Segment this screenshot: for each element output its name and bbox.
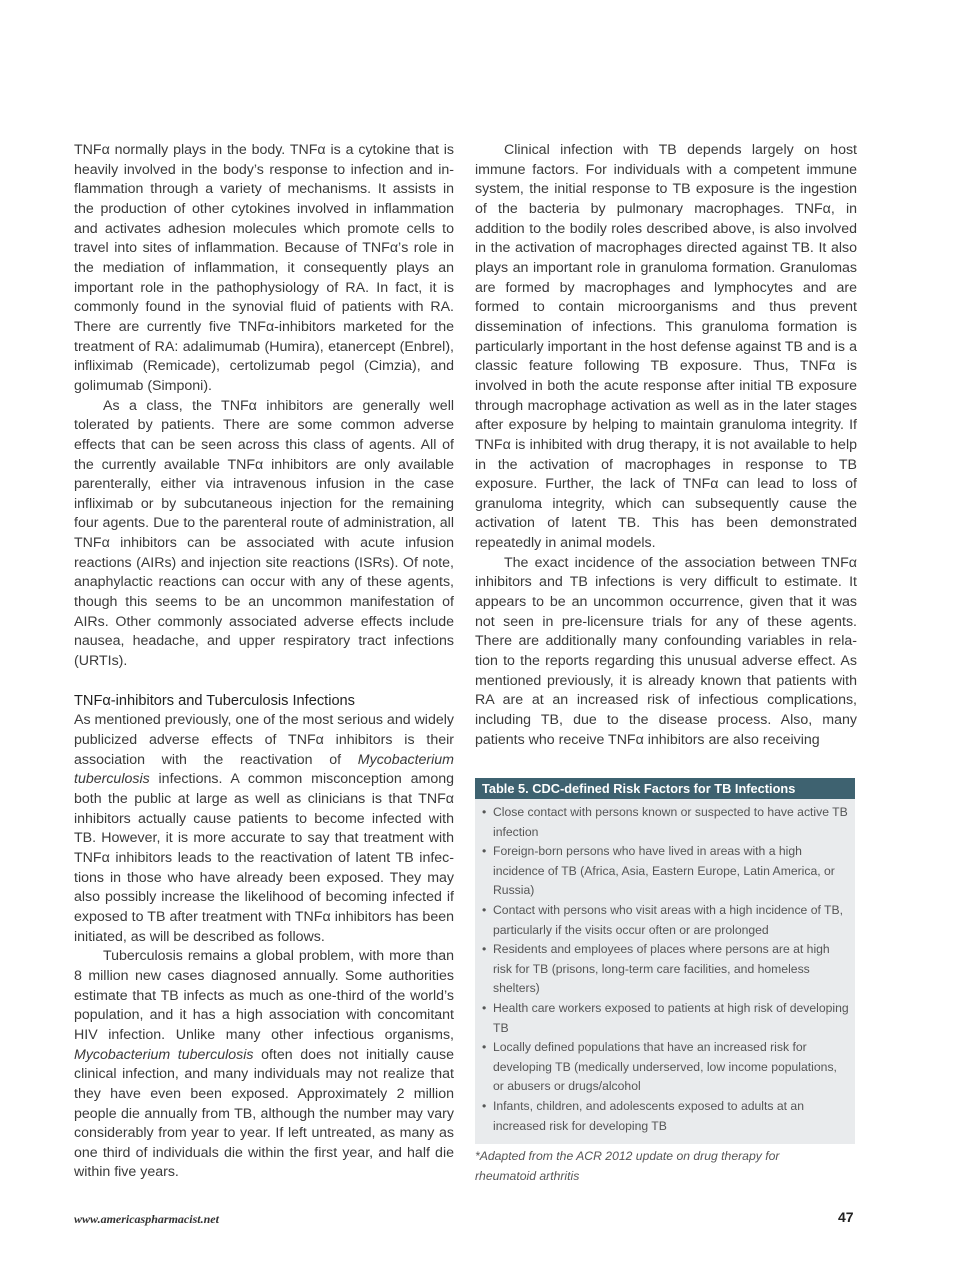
body-paragraph	[74, 711, 454, 947]
text-span: often does not initially cause clinical infection, and many individuals may not realize that they have even been exposed. Approximately 2 million people die annually from TB, although the number may vary considerably from year to year. If left untreated, as many as one third of individuals die within the first year, and half die within five years.	[74, 1046, 454, 1181]
list-item-text: Foreign-born persons who have lived in areas with a high incidence of TB (Africa, Asia, Eastern Europe, Latin America, or Russia)	[493, 844, 835, 898]
bullet-icon: •	[482, 902, 487, 917]
text-span: As mentioned previously, one of the most serious and widely publicized adverse effects of TNFα inhibitors is their association with the reactivation of	[74, 712, 454, 768]
list-item	[482, 999, 849, 1038]
list-item	[482, 842, 849, 901]
italic-term: Mycobacterium tuberculosis	[74, 1046, 254, 1063]
table-title: Table 5. CDC-defined Risk Factors for TB Infections	[475, 778, 855, 799]
bullet-icon: •	[482, 942, 487, 957]
bullet-icon: •	[482, 1040, 487, 1055]
page-number: 47	[838, 1209, 854, 1225]
body-paragraph: Clinical infection with TB depends largely on host immune factors. For individuals with a competent immune system, the initial response to TB exposure is the ingestion of the bacteria by pulmonary macrophages. TNFα, in addition to the bodily roles described above, is also involved in the activation of macrophages directed against TB. It also plays an important role in granuloma formation. Granulomas are formed by macrophages and lymphocytes and are formed to contain microorganisms and thus prevent dissemination of infections. This granuloma formation is particularly important in the host defense against TB and is a classic feature following TB exposure. Thus, TNFα is involved in both the acute response after initial TB exposure through macrophage activation as well as in the later stages after exposure by helping to maintain granuloma integrity. If TNFα is inhibited with drug therapy, it is not available to help in the activation of macrophages in response to TB exposure. Further, the lack of TNFα can lead to loss of granuloma integrity, which can subsequently cause the activation of latent TB. This has been demonstrated repeatedly in animal models.	[475, 142, 857, 552]
list-item	[482, 803, 849, 842]
risk-factor-list	[475, 799, 855, 1136]
list-item-text: Residents and employees of places where persons are at high risk for TB (prisons, long-term care facilities, and homeless shelters)	[493, 942, 830, 996]
risk-factors-table	[475, 778, 855, 1144]
list-item	[482, 940, 849, 999]
table-footnote: *Adapted from the ACR 2012 update on drug therapy for rheumatoid arthritis	[475, 1149, 780, 1183]
list-item	[482, 1097, 849, 1136]
italic-term: Mycobacterium tuberculosis	[74, 751, 454, 788]
list-item	[482, 901, 849, 940]
list-item-text: Close contact with persons known or suspected to have active TB infection	[493, 805, 848, 839]
right-column	[475, 141, 857, 750]
bullet-icon: •	[482, 844, 487, 859]
body-paragraph: TNFα normally plays in the body. TNFα is a cytokine that is heavily involved in the body’s response to infection and inflammation through a variety of mechanisms. It assists in the production of other cytokines involved in inflammation and activates adhesion molecules which promote cells to travel into sites of inflammation. Because of TNFα’s role in the mediation of inflammation, it consequently plays an important role in the pathophysiology of RA. In fact, it is commonly found in the synovial fluid of patients with RA. There are currently five TNFα-inhibitors marketed for the treatment of RA: adalimumab (Humira), etanercept (Enbrel), infliximab (Remicade), certolizumab pegol (Cimzia), and golimumab (Simponi).	[74, 142, 454, 394]
list-item-text: Health care workers exposed to patients at high risk of developing TB	[493, 1000, 849, 1035]
bullet-icon: •	[482, 1000, 487, 1015]
bullet-icon: •	[482, 805, 487, 819]
left-column	[74, 141, 454, 1183]
list-item-text: Contact with persons who visit areas with a high incidence of TB, particularly if the visits occur often or are prolonged	[493, 902, 844, 937]
body-paragraph: As a class, the TNFα inhibitors are generally well tolerated by patients. There are some common adverse effects that can be seen across this class of agents. All of the currently available TNFα inhibitors are only available parenterally, either via intravenous infusion in the case infliximab or by subcutaneous injection for the remaining four agents. Due to the parenteral route of administration, all TNFα inhibitors can be associated with acute infusion reactions (AIRs) and injection site reactions (ISRs). Of note, anaphylactic reactions can occur with any of these agents, though this seems to be an uncommon manifestation of AIRs. Other commonly associated adverse effects include nausea, headache, and upper respiratory tract infections (URTIs).	[74, 397, 454, 670]
paragraph-gap	[74, 672, 454, 692]
list-item-text: Locally defined populations that have an increased risk for developing TB (medically underserved, low income populations, or abusers or drugs/alcohol	[493, 1040, 837, 1094]
footer-url: www.americaspharmacist.net	[74, 1212, 219, 1226]
body-paragraph: The exact incidence of the association between TNFα inhibitors and TB infections is very difficult to estimate. It appears to be an uncommon occurrence, given that it was not seen in pre-licensure trials for any of these agents. There are additionally many confounding variables in relation to the reports regarding this unusual adverse effect. As mentioned previously, it is already known that patients with RA are at an increased risk of infectious complications, including TB, due to the disease process. Also, many patients who receive TNFα inhibitors are also receiving	[475, 554, 857, 748]
bullet-icon: •	[482, 1098, 487, 1113]
body-paragraph	[74, 947, 454, 1183]
text-span: Tuberculosis remains a global problem, with more than 8 million new cases diagnosed annually. Some authorities estimate that TB infects as much as one-third of the world’s population, and it has a high association with concomitant HIV infection. Unlike many other infectious organisms,	[74, 948, 454, 1043]
list-item	[482, 1038, 849, 1097]
text-span: infections. A common misconception among both the public at large as well as clinicians is that TNFα inhibitors actually cause patients to become infected with TB. However, it is more accurate to say that treatment with TNFα inhibitors leads to the reactivation of latent TB infections in those who have already been exposed. They may also possibly increase the likelihood of becoming infected if exposed to TB after treatment with TNFα inhibitors has been initiated, as will be described as follows.	[74, 771, 454, 945]
section-heading: TNFα-inhibitors and Tuberculosis Infections	[74, 692, 355, 709]
list-item-text: Infants, children, and adolescents exposed to adults at an increased risk for developing TB	[493, 1098, 804, 1133]
